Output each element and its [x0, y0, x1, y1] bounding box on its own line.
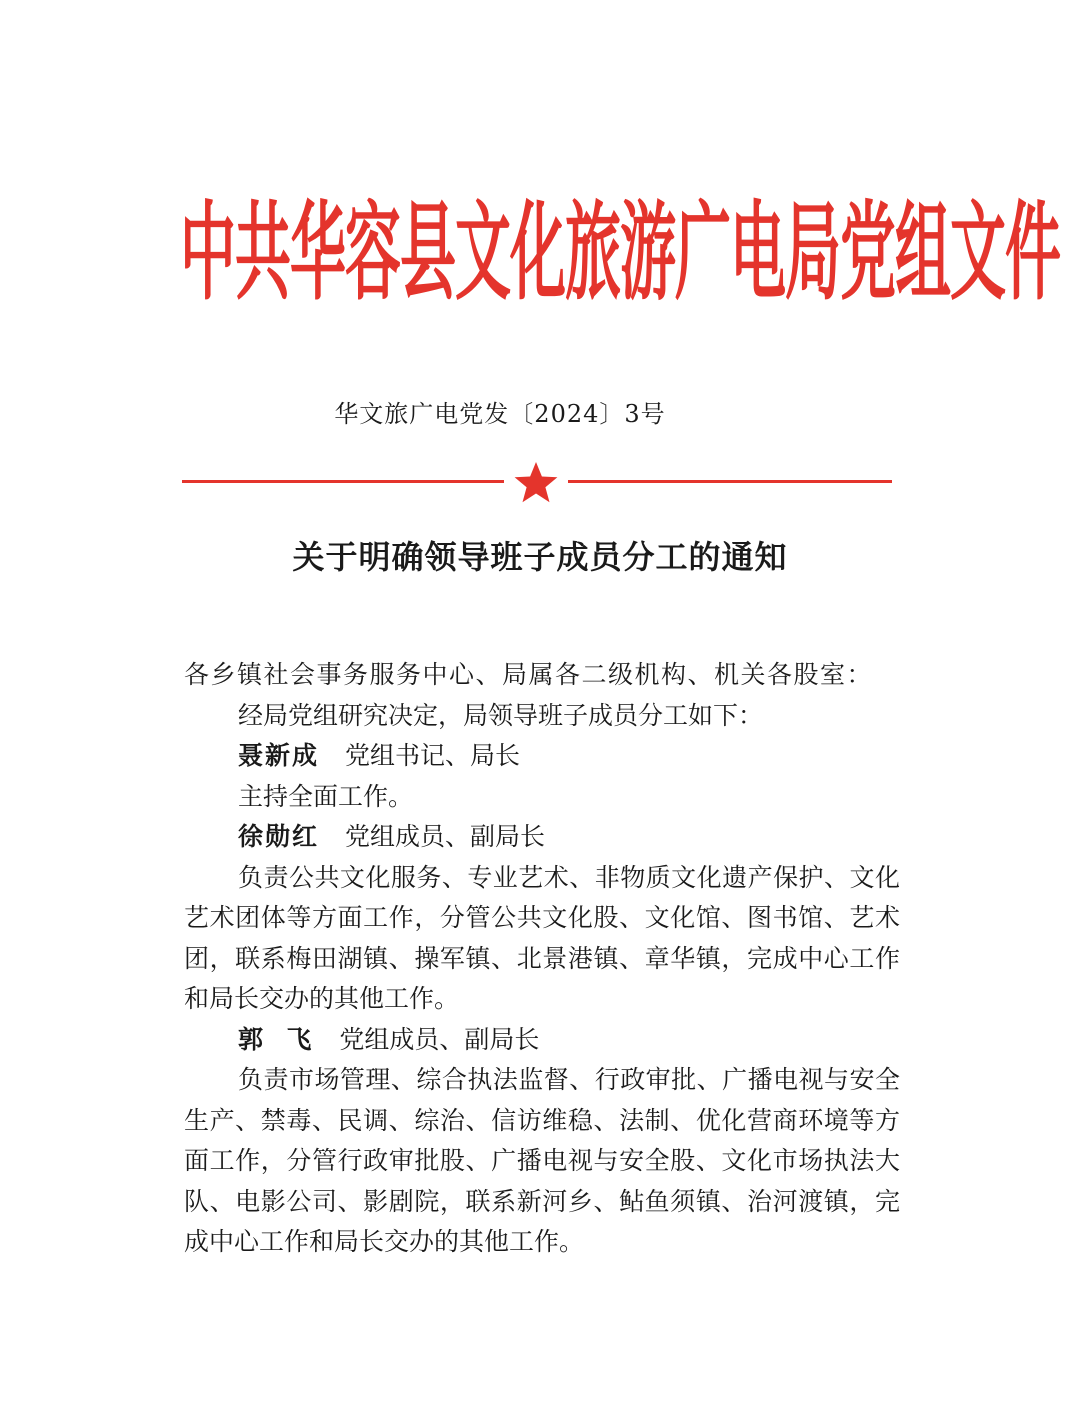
intro-paragraph: 经局党组研究决定，局领导班子成员分工如下：	[238, 700, 764, 730]
member-role: 党组成员、副局长	[345, 822, 546, 851]
member-heading	[184, 817, 900, 858]
divider-line-right	[568, 480, 892, 483]
star-icon	[515, 462, 558, 502]
notice-title: 关于明确领导班子成员分工的通知	[292, 538, 788, 576]
member-duties: 负责公共文化服务、专业艺术、非物质文化遗产保护、文化艺术团体等方面工作，分管公共文化股、文化馆、图书馆、艺术团，联系梅田湖镇、操军镇、北景港镇、章华镇，完成中心工作和局长交办的其他工作。	[184, 862, 900, 1013]
member-role: 党组成员、副局长	[339, 1024, 540, 1054]
divider-line-left	[182, 480, 504, 483]
salutation: 各乡镇社会事务服务中心、局属各二级机构、机关各股室：	[184, 660, 874, 689]
member-duties: 主持全面工作。	[238, 781, 414, 811]
member-duties: 负责市场管理、综合执法监督、行政审批、广播电视与安全生产、禁毒、民调、综治、信访维稳、法制、优化营商环境等方面工作，分管行政审批股、广播电视与安全股、文化市场执法大队、电影公司、影剧院，联系新河乡、鲇鱼须镇、治河渡镇，完成中心工作和局长交办的其他工作。	[184, 1065, 900, 1256]
notice-body	[184, 655, 900, 1263]
member-name: 聂新成	[238, 741, 320, 770]
member-role: 党组书记、局长	[345, 741, 521, 770]
member-name: 徐勋红	[238, 822, 320, 851]
member-heading	[184, 1020, 900, 1061]
document-number: 华文旅广电党发〔2024〕3号	[334, 400, 666, 428]
red-letterhead	[180, 190, 1060, 320]
member-heading	[184, 736, 900, 777]
letterhead-title: 中共华容县文化旅游广电局党组文件	[180, 192, 1060, 316]
divider-star-line	[182, 460, 892, 504]
red-divider	[182, 460, 892, 504]
member-name: 郭 飞	[238, 1024, 314, 1054]
